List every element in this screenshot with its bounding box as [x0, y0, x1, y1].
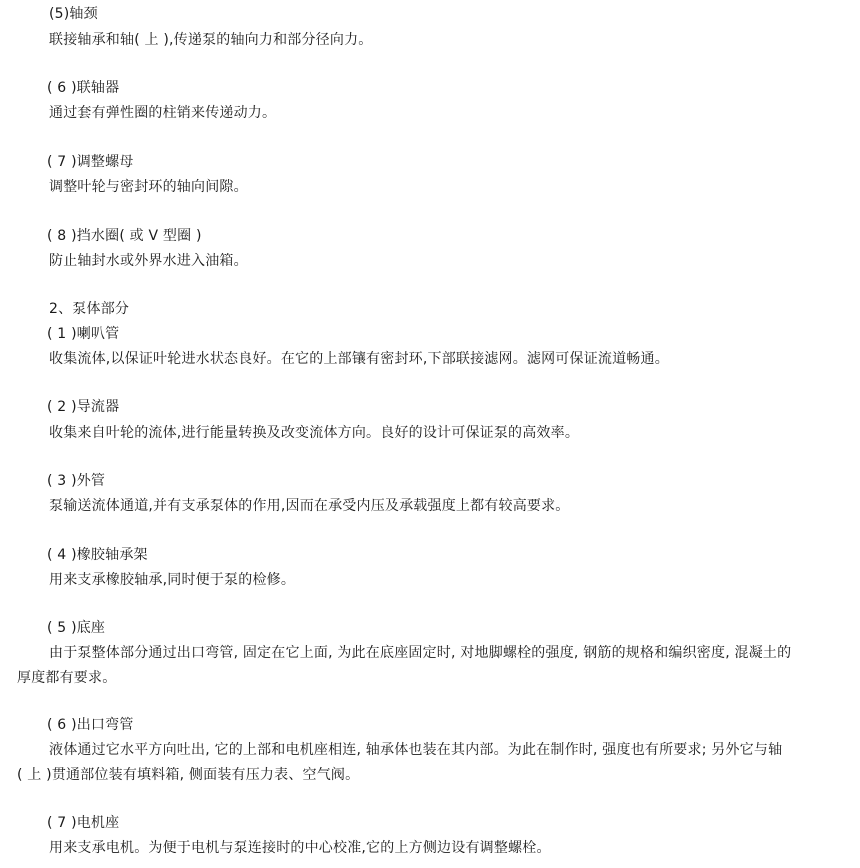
section-body-diffuser: 收集来自叶轮的流体,进行能量转换及改变流体方向。良好的设计可保证泵的高效率。: [49, 425, 580, 441]
section-body-base-line-1: 由于泵整体部分通过出口弯管, 固定在它上面, 为此在底座固定时, 对地脚螺栓的强度, 钢筋的规格和编织密度, 混凝土的: [49, 645, 792, 661]
part-heading-pump-body: 2、泵体部分: [49, 301, 130, 317]
section-heading-base: ( 5 )底座: [47, 620, 106, 636]
section-body-outlet-elbow-line-2: ( 上 )贯通部位装有填料箱, 侧面装有压力表、空气阀。: [17, 767, 360, 783]
section-heading-coupling: ( 6 )联轴器: [47, 80, 120, 96]
section-body-outlet-elbow-line-1: 液体通过它水平方向吐出, 它的上部和电机座相连, 轴承体也装在其内部。为此在制作时, 强度也有所要求; 另外它与轴: [49, 742, 783, 758]
section-heading-bell-pipe: ( 1 )喇叭管: [47, 326, 120, 342]
section-heading-rubber-bearing-frame: ( 4 )橡胶轴承架: [47, 547, 148, 563]
section-body-adjust-nut: 调整叶轮与密封环的轴向间隙。: [49, 179, 248, 195]
section-heading-shaft-neck: (5)轴颈: [49, 6, 98, 22]
section-heading-diffuser: ( 2 )导流器: [47, 399, 120, 415]
section-body-base-line-2: 厚度都有要求。: [17, 670, 117, 686]
section-heading-outlet-elbow: ( 6 )出口弯管: [47, 717, 134, 733]
section-body-rubber-bearing-frame: 用来支承橡胶轴承,同时便于泵的检修。: [49, 572, 296, 588]
section-body-coupling: 通过套有弹性圈的柱销来传递动力。: [49, 105, 277, 121]
section-body-outer-pipe: 泵输送流体通道,并有支承泵体的作用,因而在承受内压及承载强度上都有较高要求。: [49, 498, 570, 514]
section-heading-motor-seat: ( 7 )电机座: [47, 815, 120, 831]
section-heading-water-ring: ( 8 )挡水圈( 或 V 型圈 ): [47, 228, 202, 244]
section-body-bell-pipe: 收集流体,以保证叶轮进水状态良好。在它的上部镶有密封环,下部联接滤网。滤网可保证流道畅通。: [49, 351, 669, 367]
section-heading-adjust-nut: ( 7 )调整螺母: [47, 154, 134, 170]
section-heading-outer-pipe: ( 3 )外管: [47, 473, 106, 489]
section-body-shaft-neck: 联接轴承和轴( 上 ),传递泵的轴向力和部分径向力。: [49, 32, 373, 48]
section-body-motor-seat: 用来支承电机。为便于电机与泵连接时的中心校准,它的上方侧边设有调整螺栓。: [49, 840, 551, 856]
section-body-water-ring: 防止轴封水或外界水进入油箱。: [49, 253, 248, 269]
